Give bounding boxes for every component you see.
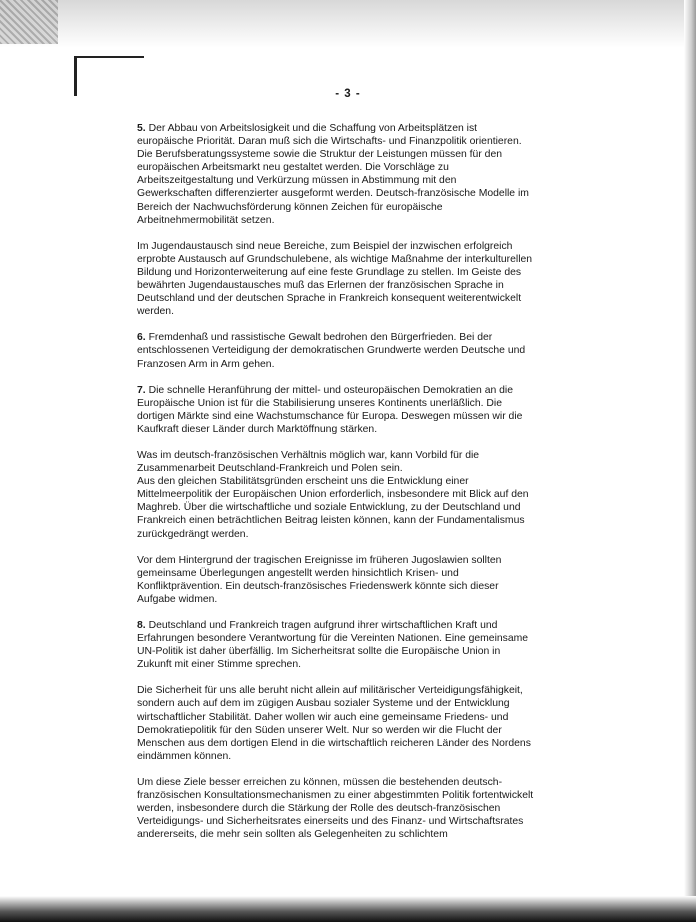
line-text: Aus den gleichen Stabilitätsgründen erscheint uns die Entwicklung einer: [137, 476, 469, 488]
line-text: wirtschaftlicher Stabilität. Daher wollen wir auch eine gemeinsame Friedens- und: [137, 711, 509, 723]
text-line: [137, 122, 565, 135]
line-text: entschlossenen Verteidigung der demokratischen Grundwerte werden Deutsche und: [137, 345, 526, 357]
line-text: Was im deutsch-französischen Verhältnis möglich war, kann Vorbild für die: [137, 449, 480, 461]
line-text: Aufgabe widmen.: [137, 593, 218, 605]
text-line: [137, 214, 565, 227]
line-text: gemeinsame Überlegungen angestellt werden hinsichtlich Krisen- und: [137, 567, 459, 579]
line-text: Die Berufsberatungssysteme sowie die Struktur der Leistungen müssen für den: [137, 149, 503, 161]
line-text: Im Jugendaustausch sind neue Bereiche, zum Beispiel der inzwischen erfolgreich: [137, 240, 513, 252]
text-line: [137, 161, 565, 174]
paragraph: [137, 122, 565, 227]
text-line: [137, 266, 565, 279]
line-text: andererseits, die mehr sein sollten als Gelegenheiten zu schlichtem: [137, 829, 448, 841]
line-text: Erfahrungen besondere Verantwortung für die Vereinten Nationen. Eine gemeinsame: [137, 633, 529, 645]
text-line: [137, 423, 565, 436]
text-line: [137, 658, 565, 671]
line-text: bewährten Jugendaustausches muß das Erlernen der französischen Sprache in: [137, 280, 504, 292]
page-number: - 3 -: [335, 88, 361, 100]
line-text: Kaufkraft dieser Länder durch Marktöffnung stärken.: [137, 423, 378, 435]
text-line: [137, 187, 565, 200]
scan-right-edge: [684, 0, 696, 922]
text-line: [137, 737, 565, 750]
text-line: [137, 488, 565, 501]
text-line: [137, 201, 565, 214]
line-text: Bildung und Horizonterweiterung auf eine feste Grundlage zu stellen. Im Geiste des: [137, 266, 522, 278]
text-line: [137, 528, 565, 541]
line-text: Europäische Union ist für die Stabilisierung unseres Kontinents unerläßlich. Die: [137, 397, 503, 409]
line-text: werden, insbesondere durch die Stärkung der Rolle des deutsch-französischen: [137, 803, 501, 815]
text-line: [137, 697, 565, 710]
text-line: [137, 580, 565, 593]
line-text: Vor dem Hintergrund der tragischen Ereignisse im früheren Jugoslawien sollten: [137, 554, 502, 566]
paragraph: [137, 684, 565, 763]
line-text: europäischen Arbeitsmarkt neu gestaltet werden. Die Vorschläge zu: [137, 162, 449, 174]
line-text: dortigen Märkte sind eine Wachstumschance für Europa. Deswegen müssen wir die: [137, 410, 523, 422]
paragraph-number: 7.: [137, 384, 146, 396]
paragraph-number: 5.: [137, 123, 146, 134]
text-line: [137, 645, 565, 658]
line-text: Maghreb. Über die wirtschaftliche und soziale Entwicklung, zu der Deutschland und: [137, 502, 521, 514]
text-line: [137, 358, 565, 371]
text-line: [137, 750, 565, 763]
text-line: [137, 462, 565, 475]
text-line: [137, 279, 565, 292]
text-line: [137, 567, 565, 580]
scan-top-shadow: [0, 0, 696, 48]
text-line: [137, 776, 565, 789]
line-text: werden.: [137, 306, 174, 318]
text-line: [137, 632, 565, 645]
line-text: Franzosen Arm in Arm gehen.: [137, 358, 275, 370]
paragraph: [137, 554, 565, 606]
line-text: Bereich der Nachwuchsförderung können Zeichen für europäische: [137, 201, 443, 213]
line-text: Demokratiepolitik für den Süden unserer Welt. Nur so werden wir die Flucht der: [137, 724, 502, 736]
text-line: [137, 619, 565, 632]
paragraph: [137, 384, 565, 436]
text-line: [137, 684, 565, 697]
line-text: Menschen aus dem dortigen Elend in die wirtschaftlich reicheren Länder des Nordens: [137, 737, 531, 749]
text-line: [137, 828, 565, 841]
line-text: Gewerkschaften differenzierter ausgeformt werden. Deutsch-französische Modelle im: [137, 188, 529, 200]
line-text: französischen Konsultationsmechanismen zu einer abgestimmten Politik fortentwickelt: [137, 790, 534, 802]
line-text: Fremdenhaß und rassistische Gewalt bedrohen den Bürgerfrieden. Bei der: [148, 332, 493, 344]
line-text: Die Sicherheit für uns alle beruht nicht allein auf militärischer Verteidigungsfähigkeit,: [137, 685, 523, 697]
line-text: UN-Politik ist daher überfällig. Im Sicherheitsrat sollte die Europäische Union in: [137, 646, 501, 658]
line-text: Zukunft mit einer Stimme sprechen.: [137, 659, 302, 671]
page-corner-mark-horizontal: [74, 56, 144, 58]
scan-corner-noise: [0, 0, 58, 44]
text-line: [137, 475, 565, 488]
text-line: [137, 449, 565, 462]
line-text: zurückgedrängt werden.: [137, 528, 249, 540]
text-line: [137, 384, 565, 397]
line-text: Verteidigungs- und Sicherheitsrates einerseits und des Finanz- und Wirtschaftsrates: [137, 816, 524, 828]
line-text: eindämmen können.: [137, 750, 232, 762]
paragraph-number: 6.: [137, 332, 146, 344]
line-text: Deutschland und Frankreich tragen aufgrund ihrer wirtschaftlichen Kraft und: [148, 620, 498, 631]
text-line: [137, 554, 565, 567]
line-text: Mittelmeerpolitik der Europäischen Union erforderlich, insbesondere mit Blick auf den: [137, 489, 529, 501]
line-text: Zusammenarbeit Deutschland-Frankreich und Polen sein.: [137, 463, 403, 475]
paragraph: [137, 331, 565, 370]
line-text: Um diese Ziele besser erreichen zu können, müssen die bestehenden deutsch-: [137, 776, 503, 788]
paragraph: [137, 449, 565, 541]
text-line: [137, 593, 565, 606]
paragraph-number: 8.: [137, 620, 146, 631]
text-line: [137, 501, 565, 514]
line-text: erprobte Austausch auf Grundschulebene, als wichtige Maßnahme der interkulturellen: [137, 253, 533, 265]
paragraph: [137, 619, 565, 671]
line-text: Die schnelle Heranführung der mittel- und osteuropäischen Demokratien an die: [148, 384, 514, 396]
text-line: [137, 724, 565, 737]
line-text: Arbeitszeitgestaltung und Verkürzung müssen in Abstimmung mit den: [137, 175, 457, 187]
text-line: [137, 789, 565, 802]
line-text: Der Abbau von Arbeitslosigkeit und die Schaffung von Arbeitsplätzen ist: [148, 123, 478, 134]
paragraph: [137, 240, 565, 319]
text-line: [137, 148, 565, 161]
paragraph: [137, 776, 565, 841]
text-line: [137, 174, 565, 187]
text-line: [137, 253, 565, 266]
line-text: sondern auch auf dem im zügigen Ausbau sozialer Systeme und der Entwicklung: [137, 698, 510, 710]
text-line: [137, 410, 565, 423]
line-text: europäische Priorität. Daran muß sich die Wirtschafts- und Finanzpolitik orientieren.: [137, 136, 522, 148]
document-body: [137, 122, 565, 854]
text-line: [137, 331, 565, 344]
text-line: [137, 344, 565, 357]
text-line: [137, 305, 565, 318]
scan-bottom-edge: [0, 896, 696, 922]
line-text: Deutschland und der deutschen Sprache in Frankreich konsequent weiterentwickelt: [137, 293, 522, 305]
text-line: [137, 397, 565, 410]
text-line: [137, 240, 565, 253]
line-text: Frankreich einen beträchtlichen Beitrag leisten können, kann der Fundamentalismus: [137, 515, 525, 527]
text-line: [137, 802, 565, 815]
text-line: [137, 514, 565, 527]
line-text: Konfliktprävention. Ein deutsch-französisches Friedenswerk könnte sich dieser: [137, 580, 499, 592]
text-line: [137, 135, 565, 148]
line-text: Arbeitnehmermobilität setzen.: [137, 214, 275, 226]
text-line: [137, 292, 565, 305]
text-line: [137, 711, 565, 724]
text-line: [137, 815, 565, 828]
